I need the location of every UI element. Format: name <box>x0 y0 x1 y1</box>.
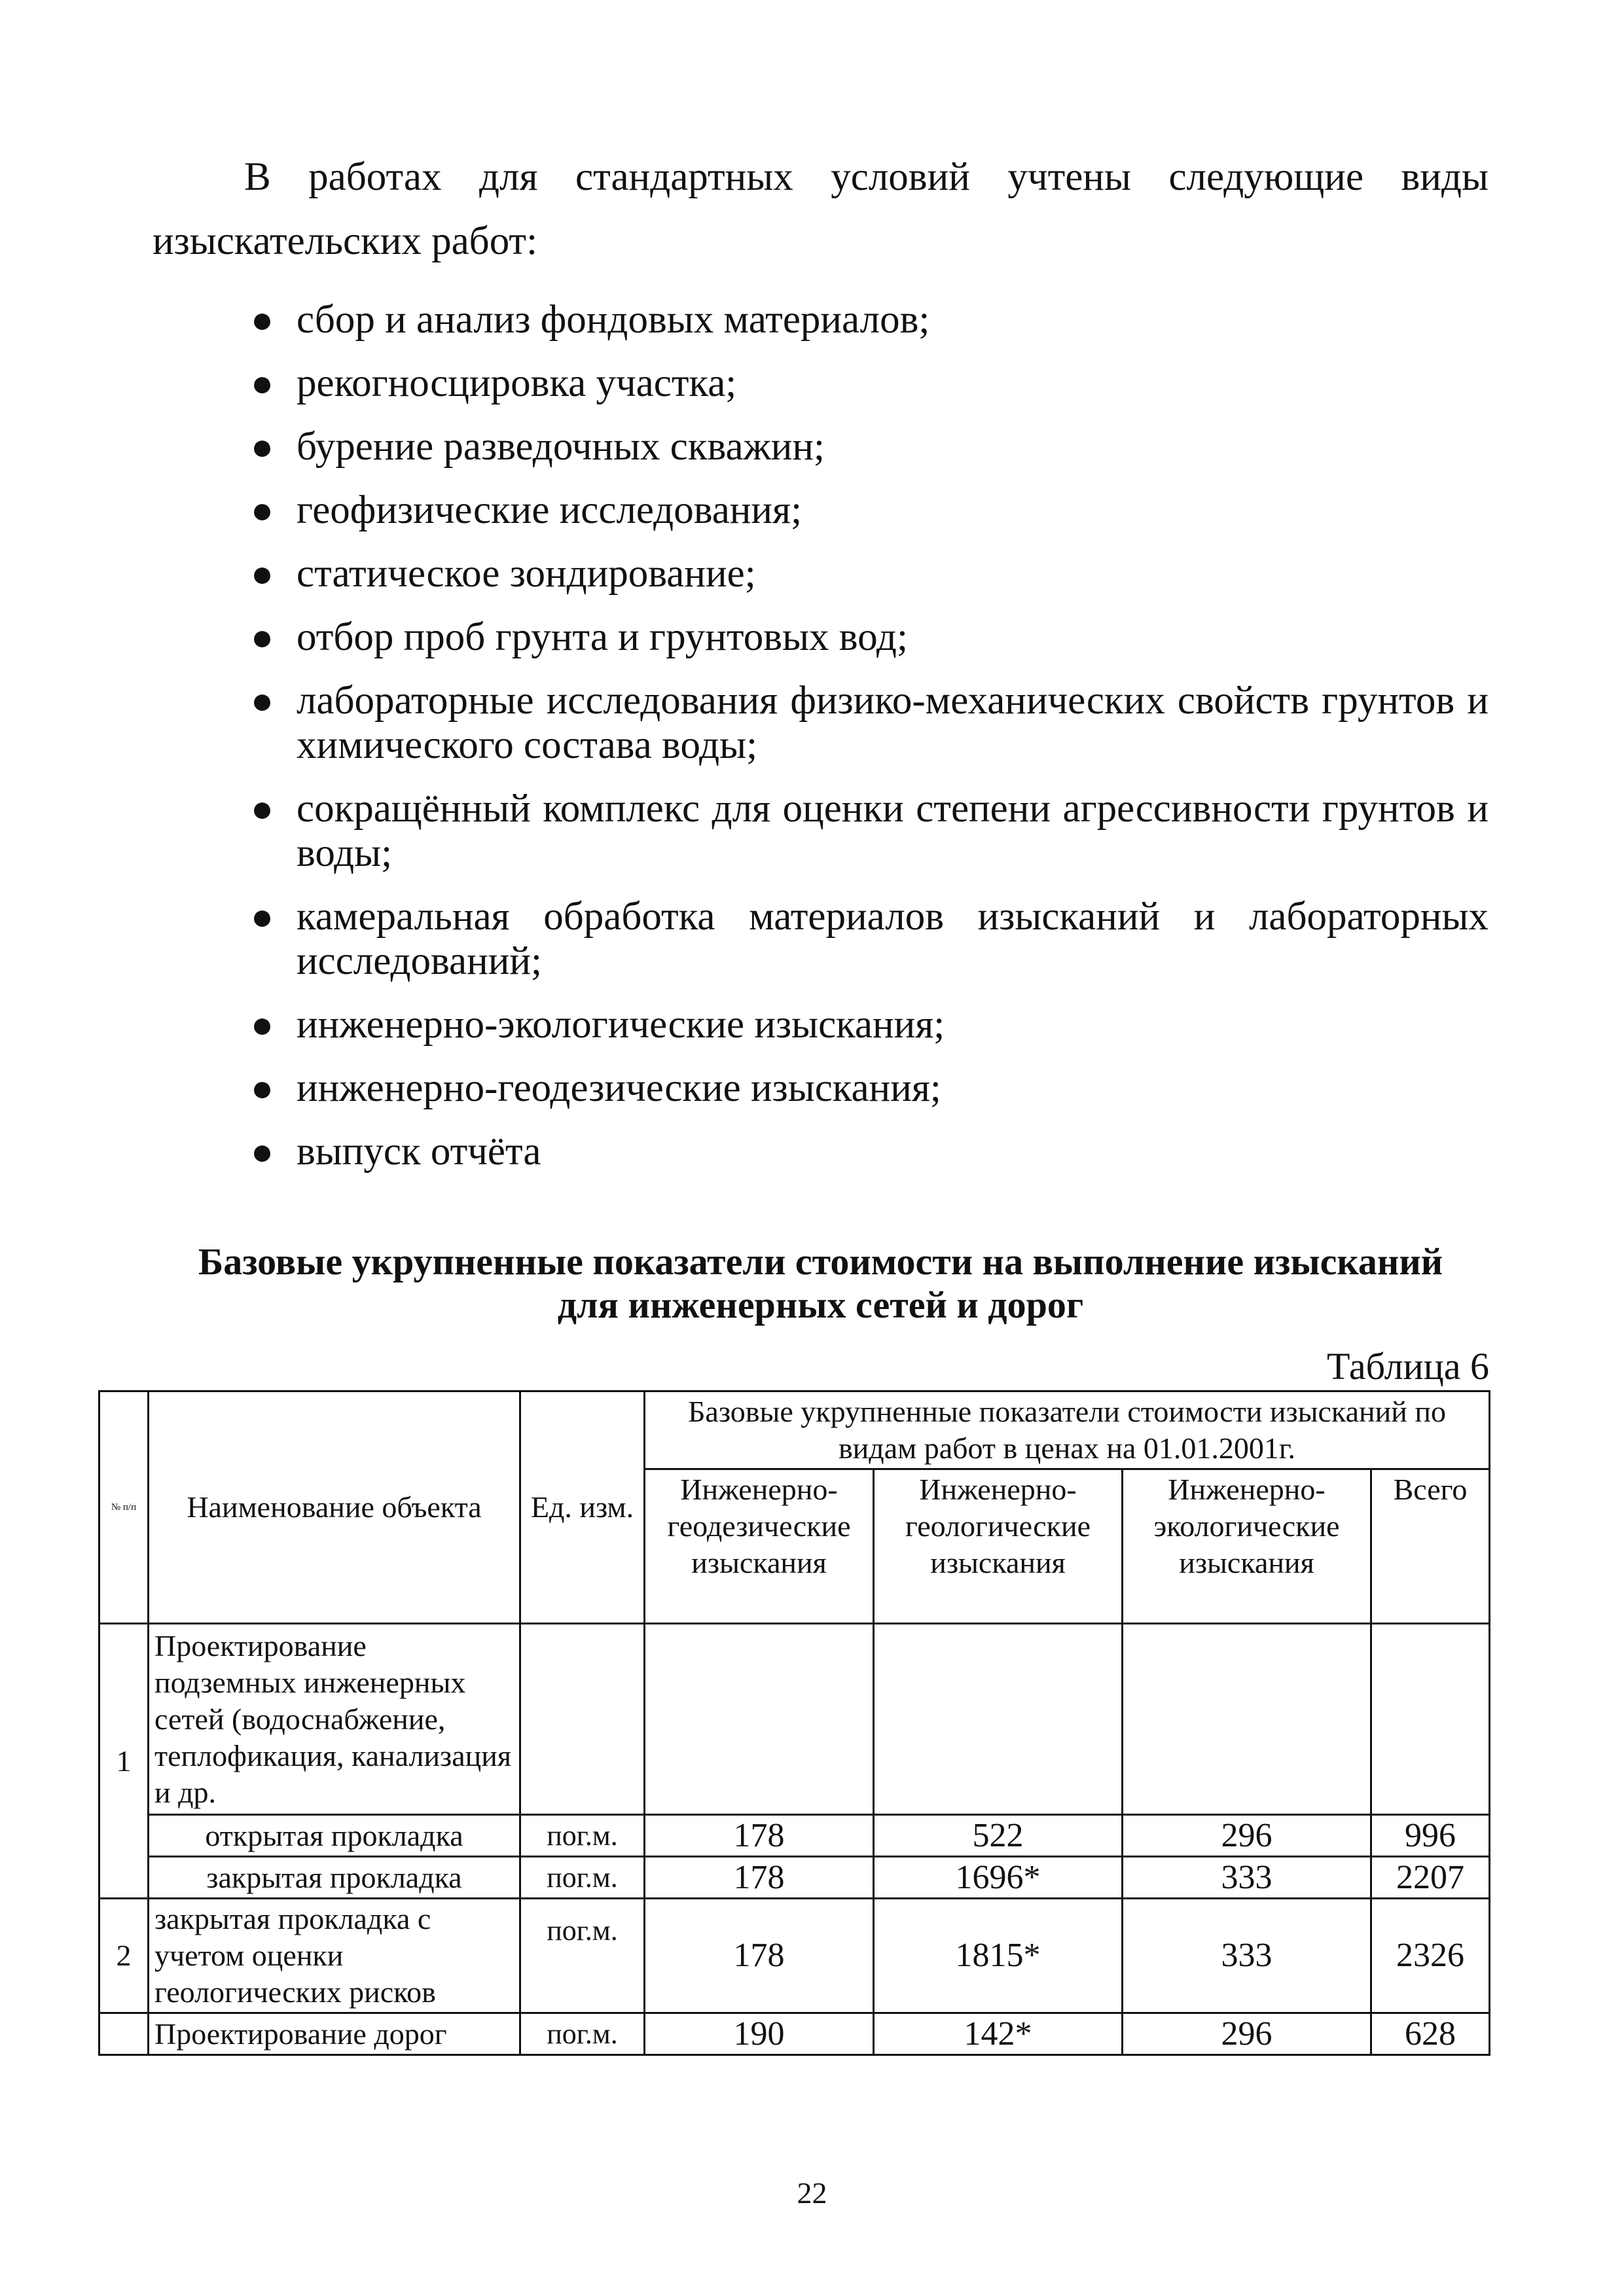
row-ecological <box>1123 1624 1371 1815</box>
table-caption: Таблица 6 <box>1326 1345 1489 1388</box>
bullet-icon: ● <box>251 616 274 658</box>
work-types-list <box>153 298 1489 1193</box>
list-item: ● бурение разведочных скважин; <box>251 425 825 469</box>
row-geological: 1815* <box>874 1899 1123 2013</box>
page-number: 22 <box>797 2176 827 2210</box>
header-geological: Инженерно-геологические изыскания <box>874 1469 1123 1624</box>
header-name: Наименование объекта <box>149 1391 520 1624</box>
row-geological: 522 <box>874 1815 1123 1857</box>
intro-paragraph: В работах для стандартных условий учтены следующие виды изыскательских работ: <box>153 155 1489 263</box>
row-unit: пог.м. <box>520 1815 645 1857</box>
list-item: ● рекогносцировка участка; <box>251 361 737 405</box>
bullet-icon: ● <box>251 552 274 595</box>
table-row <box>99 1899 1490 2013</box>
list-item: ● камеральная обработка материалов изысканий и лабораторных исследований; <box>251 895 1489 983</box>
row-name: Проектирование подземных инженерных сетей (водоснабжение, теплофикация, канализация и др. <box>149 1624 520 1815</box>
bullet-icon: ● <box>251 1003 274 1046</box>
list-item: ● сбор и анализ фондовых материалов; <box>251 298 930 342</box>
header-geodetic: Инженерно-геодезические изыскания <box>645 1469 874 1624</box>
bullet-icon: ● <box>251 1067 274 1109</box>
row-geodetic: 190 <box>645 2013 874 2055</box>
list-item: ● инженерно-экологические изыскания; <box>251 1003 945 1047</box>
table-row <box>99 2013 1490 2055</box>
row-geodetic: 178 <box>645 1857 874 1899</box>
bullet-icon: ● <box>251 298 274 341</box>
row-name: закрытая прокладка <box>149 1857 520 1899</box>
list-item: ● выпуск отчёта <box>251 1130 541 1174</box>
row-total: 2326 <box>1371 1899 1490 2013</box>
header-ecological: Инженерно-экологические изыскания <box>1123 1469 1371 1624</box>
list-item: ● отбор проб грунта и грунтовых вод; <box>251 615 908 659</box>
row-ecological: 333 <box>1123 1899 1371 2013</box>
row-geodetic <box>645 1624 874 1815</box>
row-geodetic: 178 <box>645 1815 874 1857</box>
row-total: 628 <box>1371 2013 1490 2055</box>
list-item: ● инженерно-геодезические изыскания; <box>251 1066 941 1110</box>
row-num: 1 <box>99 1624 149 1899</box>
row-geodetic: 178 <box>645 1899 874 2013</box>
row-unit: пог.м. <box>520 2013 645 2055</box>
list-item: ● сокращённый комплекс для оценки степени агрессивности грунтов и воды; <box>251 787 1489 875</box>
table-row <box>99 1815 1490 1857</box>
row-num <box>99 2013 149 2055</box>
row-total: 996 <box>1371 1815 1490 1857</box>
row-unit: пог.м. <box>520 1899 645 2013</box>
row-num: 2 <box>99 1899 149 2013</box>
table-heading: Базовые укрупненные показатели стоимости на выполнение изысканий для инженерных сетей и дорог <box>198 1240 1443 1326</box>
header-group: Базовые укрупненные показатели стоимости изысканий по видам работ в ценах на 01.01.2001г. <box>645 1391 1490 1469</box>
row-ecological: 296 <box>1123 2013 1371 2055</box>
bullet-icon: ● <box>251 362 274 404</box>
row-geological: 142* <box>874 2013 1123 2055</box>
row-geological: 1696* <box>874 1857 1123 1899</box>
table-row <box>99 1624 1490 1815</box>
header-total: Всего <box>1371 1469 1490 1624</box>
row-unit <box>520 1624 645 1815</box>
row-unit: пог.м. <box>520 1857 645 1899</box>
list-item: ● статическое зондирование; <box>251 552 756 596</box>
row-name: закрытая прокладка с учетом оценки геологических рисков <box>149 1899 520 2013</box>
bullet-icon: ● <box>251 787 274 830</box>
header-unit: Ед. изм. <box>520 1391 645 1624</box>
row-total: 2207 <box>1371 1857 1490 1899</box>
bullet-icon: ● <box>251 1130 274 1173</box>
header-num: № п/п <box>99 1391 149 1624</box>
cost-table <box>98 1390 1490 2056</box>
list-item: ● лабораторные исследования физико-механических свойств грунтов и химического состава воды; <box>251 679 1489 767</box>
row-total <box>1371 1624 1490 1815</box>
bullet-icon: ● <box>251 489 274 531</box>
list-item: ● геофизические исследования; <box>251 488 803 532</box>
row-geological <box>874 1624 1123 1815</box>
row-ecological: 333 <box>1123 1857 1371 1899</box>
table-row <box>99 1857 1490 1899</box>
row-ecological: 296 <box>1123 1815 1371 1857</box>
bullet-icon: ● <box>251 425 274 468</box>
row-name: открытая прокладка <box>149 1815 520 1857</box>
row-name: Проектирование дорог <box>149 2013 520 2055</box>
bullet-icon: ● <box>251 895 274 938</box>
bullet-icon: ● <box>251 679 274 722</box>
